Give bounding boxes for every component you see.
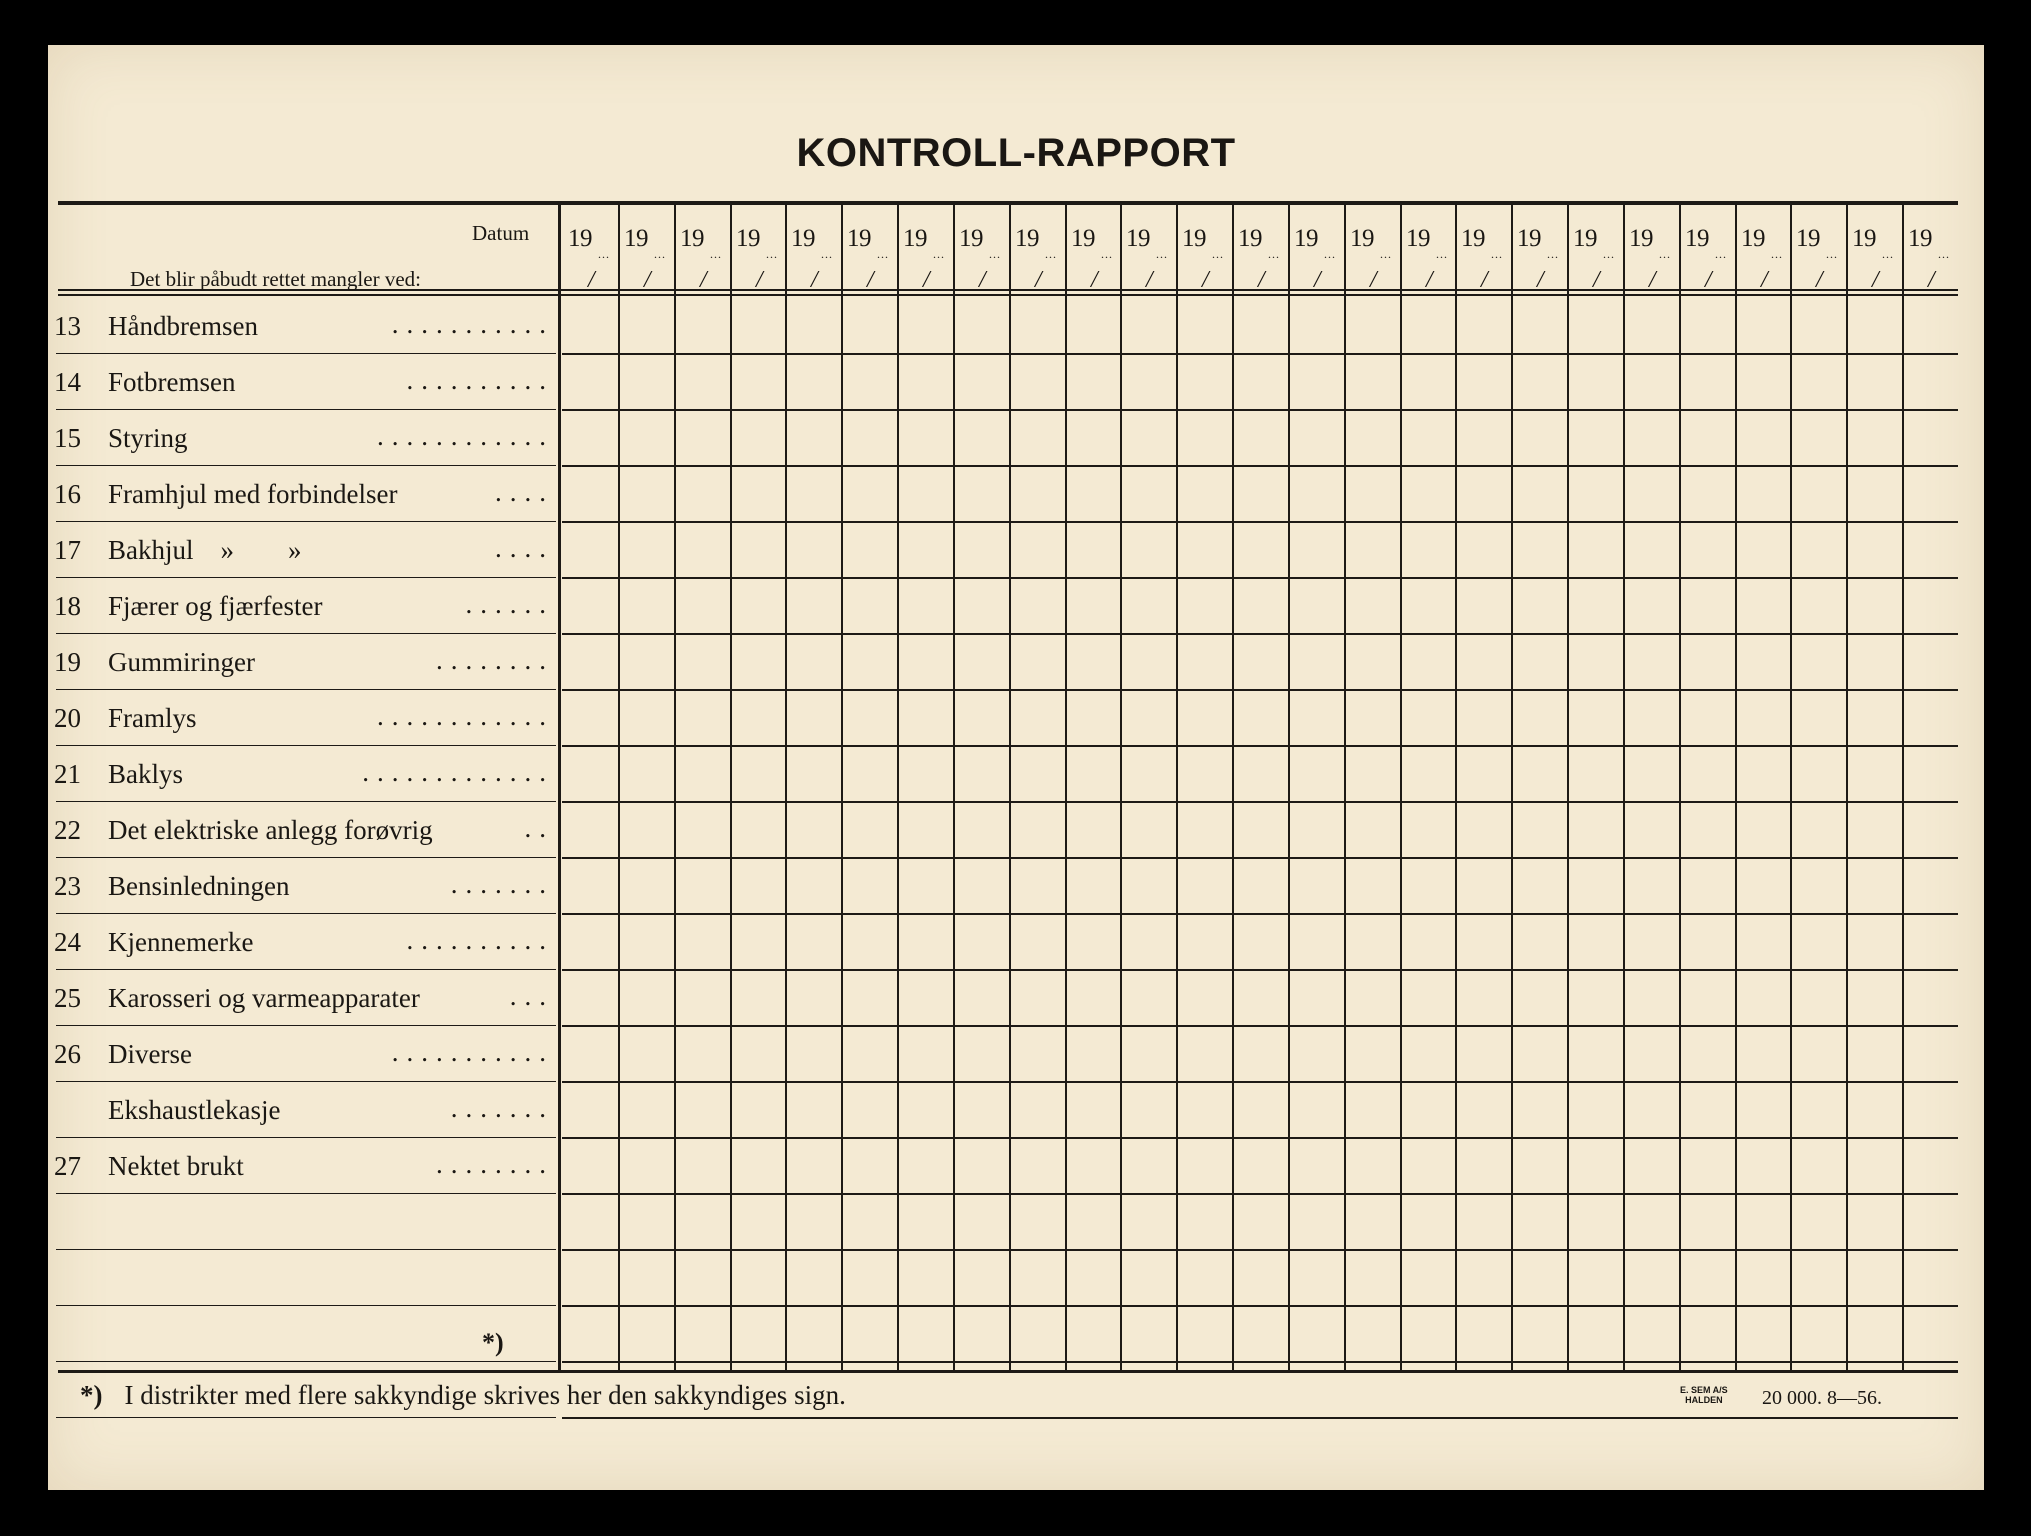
date-slash: / [1928, 267, 1935, 293]
date-slash: / [1091, 267, 1098, 293]
grid-row-line [562, 913, 1958, 915]
date-dots: ... [1268, 247, 1280, 261]
date-year-prefix: 19 [1015, 225, 1039, 252]
date-cell[interactable] [1623, 205, 1679, 293]
item-label: Kjennemerke [108, 927, 254, 957]
date-cell[interactable] [618, 205, 674, 293]
dot-leader: ............ [377, 421, 554, 451]
print-reference: 20 000. 8—56. [1762, 1387, 1882, 1409]
date-year-prefix: 19 [1852, 225, 1876, 252]
date-year-prefix: 19 [1517, 225, 1541, 252]
grid-row-line [562, 1193, 1958, 1195]
printer-name-line2: HALDEN [1685, 1395, 1723, 1405]
date-slash: / [1481, 267, 1488, 293]
grid-row-line [562, 577, 1958, 579]
checklist-row [54, 411, 554, 467]
checklist-row [54, 299, 554, 355]
date-slash: / [811, 267, 818, 293]
date-cell[interactable] [1065, 205, 1121, 293]
grid-row-line [562, 969, 1958, 971]
date-slash: / [923, 267, 930, 293]
date-dots: ... [1882, 247, 1894, 261]
grid-row-line [562, 857, 1958, 859]
item-number: 15 [54, 423, 81, 453]
item-label: Diverse [108, 1039, 192, 1069]
checklist-row [54, 1083, 554, 1139]
date-cell[interactable] [1902, 205, 1958, 293]
date-year-prefix: 19 [959, 225, 983, 252]
date-cell[interactable] [1735, 205, 1791, 293]
date-dots: ... [1826, 247, 1838, 261]
column-line [1009, 205, 1011, 1370]
label-divider [558, 205, 561, 1370]
date-year-prefix: 19 [1796, 225, 1820, 252]
column-line [730, 205, 732, 1370]
grid-row-line [562, 1361, 1958, 1363]
date-year-prefix: 19 [736, 225, 760, 252]
signature-mark: *) [482, 1328, 504, 1357]
date-year-prefix: 19 [1629, 225, 1653, 252]
date-cell[interactable] [1176, 205, 1232, 293]
checklist-row [54, 1139, 554, 1195]
item-label: Baklys [108, 759, 184, 789]
date-cell[interactable] [1009, 205, 1065, 293]
date-dots: ... [1659, 247, 1671, 261]
item-label: Framlys [108, 703, 197, 733]
date-dots: ... [1101, 247, 1113, 261]
column-line [1846, 205, 1848, 1370]
column-line [1735, 205, 1737, 1370]
item-label: Det elektriske anlegg forøvrig [108, 815, 433, 845]
date-dots: ... [1491, 247, 1503, 261]
date-slash: / [1258, 267, 1265, 293]
date-year-prefix: 19 [1685, 225, 1709, 252]
column-line [1400, 205, 1402, 1370]
date-year-prefix: 19 [1406, 225, 1430, 252]
date-cell[interactable] [1400, 205, 1456, 293]
grid-row-line [562, 689, 1958, 691]
item-label: Bensinledningen [108, 871, 290, 901]
dot-leader: ........... [391, 309, 554, 339]
form-title: KONTROLL-RAPPORT [796, 131, 1236, 175]
date-slash: / [1035, 267, 1042, 293]
date-dots: ... [1938, 247, 1950, 261]
date-year-prefix: 19 [1294, 225, 1318, 252]
date-cell[interactable] [1120, 205, 1176, 293]
date-year-prefix: 19 [624, 225, 648, 252]
checklist-row [54, 803, 554, 859]
date-year-prefix: 19 [847, 225, 871, 252]
footnote-text: I distrikter med flere sakkyndige skrives her den sakkyndiges sign. [124, 1380, 846, 1410]
date-dots: ... [598, 247, 610, 261]
date-year-prefix: 19 [1741, 225, 1765, 252]
date-year-prefix: 19 [1126, 225, 1150, 252]
checklist-row [54, 467, 554, 523]
date-slash: / [1761, 267, 1768, 293]
column-line [618, 205, 620, 1370]
dot-leader: ... [509, 981, 554, 1011]
printer-name [1680, 1385, 1728, 1405]
dot-leader: ........... [391, 1037, 554, 1067]
item-number: 17 [54, 535, 81, 565]
item-number: 22 [54, 815, 81, 845]
grid-row-line [562, 745, 1958, 747]
dot-leader: .......... [406, 925, 554, 955]
item-label: Styring [108, 423, 188, 453]
checklist-row [54, 747, 554, 803]
column-line [1232, 205, 1234, 1370]
date-year-prefix: 19 [1350, 225, 1374, 252]
date-slash: / [867, 267, 874, 293]
item-number: 20 [54, 703, 81, 733]
date-cell[interactable] [1288, 205, 1344, 293]
dot-leader: ............. [362, 757, 554, 787]
date-cell[interactable] [1679, 205, 1735, 293]
date-dots: ... [933, 247, 945, 261]
dot-leader: .. [524, 813, 554, 843]
date-dots: ... [1156, 247, 1168, 261]
checklist-row [54, 1027, 554, 1083]
item-number: 21 [54, 759, 81, 789]
grid-row-line [562, 1081, 1958, 1083]
bottom-rule [58, 1370, 1958, 1373]
item-number: 13 [54, 311, 81, 341]
date-year-prefix: 19 [791, 225, 815, 252]
date-slash: / [588, 267, 595, 293]
grid-row-line [562, 353, 1958, 355]
label-row-line [56, 1249, 556, 1250]
checklist-row [54, 859, 554, 915]
grid-row-line [562, 1137, 1958, 1139]
date-dots: ... [766, 247, 778, 261]
date-dots: ... [1547, 247, 1559, 261]
date-cell[interactable] [562, 205, 618, 293]
checklist-row [54, 971, 554, 1027]
date-year-prefix: 19 [1182, 225, 1206, 252]
item-label: Ekshaustlekasje [108, 1095, 281, 1125]
date-year-prefix: 19 [1071, 225, 1095, 252]
column-line [1344, 205, 1346, 1370]
date-dots: ... [1771, 247, 1783, 261]
dot-leader: .... [495, 477, 554, 507]
date-cell[interactable] [841, 205, 897, 293]
date-cell[interactable] [953, 205, 1009, 293]
date-slash: / [1816, 267, 1823, 293]
column-line [674, 205, 676, 1370]
dot-leader: ........ [436, 1149, 554, 1179]
item-number: 16 [54, 479, 81, 509]
date-slash: / [1426, 267, 1433, 293]
date-dots: ... [654, 247, 666, 261]
column-line [1065, 205, 1067, 1370]
date-year-prefix: 19 [1908, 225, 1932, 252]
date-cell[interactable] [1232, 205, 1288, 293]
item-number: 18 [54, 591, 81, 621]
date-slash: / [1314, 267, 1321, 293]
form-card [48, 45, 1984, 1490]
grid-row-line [562, 409, 1958, 411]
date-slash: / [1593, 267, 1600, 293]
item-label: Gummiringer [108, 647, 255, 677]
column-line [1790, 205, 1792, 1370]
date-slash: / [1370, 267, 1377, 293]
grid-row-line [562, 1025, 1958, 1027]
footnote-mark: *) [80, 1380, 103, 1410]
date-cell[interactable] [674, 205, 730, 293]
label-row-line [56, 1417, 556, 1418]
column-line [1567, 205, 1569, 1370]
item-label: Fjærer og fjærfester [108, 591, 323, 621]
date-dots: ... [710, 247, 722, 261]
date-slash: / [756, 267, 763, 293]
dot-leader: ...... [465, 589, 554, 619]
item-number: 23 [54, 871, 81, 901]
checklist-row [54, 691, 554, 747]
dot-leader: .......... [406, 365, 554, 395]
item-number: 24 [54, 927, 81, 957]
date-year-prefix: 19 [568, 225, 592, 252]
dot-leader: ............ [377, 701, 554, 731]
dot-leader: ....... [450, 869, 554, 899]
date-dots: ... [1212, 247, 1224, 261]
checklist-row [54, 579, 554, 635]
date-dots: ... [1603, 247, 1615, 261]
item-number: 25 [54, 983, 81, 1013]
item-label: Fotbremsen [108, 367, 236, 397]
date-slash: / [644, 267, 651, 293]
date-slash: / [979, 267, 986, 293]
column-line [1902, 205, 1904, 1370]
date-slash: / [1872, 267, 1879, 293]
dot-leader: .... [495, 533, 554, 563]
item-label: Nektet brukt [108, 1151, 244, 1181]
date-dots: ... [877, 247, 889, 261]
date-year-prefix: 19 [680, 225, 704, 252]
column-line [785, 205, 787, 1370]
checklist-row [54, 523, 554, 579]
grid-row-line [562, 521, 1958, 523]
date-year-prefix: 19 [1573, 225, 1597, 252]
date-slash: / [1202, 267, 1209, 293]
checklist-row [54, 635, 554, 691]
header-rule [58, 294, 1958, 296]
checklist-row [54, 355, 554, 411]
date-slash: / [1537, 267, 1544, 293]
item-number: 26 [54, 1039, 81, 1069]
date-cell[interactable] [1790, 205, 1846, 293]
date-year-prefix: 19 [903, 225, 927, 252]
printer-name-line1: E. SEM A/S [1680, 1385, 1728, 1395]
instruction-label: Det blir påbudt rettet mangler ved: [130, 267, 421, 291]
date-slash: / [1705, 267, 1712, 293]
label-row-line [56, 1305, 556, 1306]
date-year-prefix: 19 [1238, 225, 1262, 252]
date-dots: ... [1380, 247, 1392, 261]
grid-row-line [562, 633, 1958, 635]
label-row-line [56, 1361, 556, 1362]
column-line [1288, 205, 1290, 1370]
date-dots: ... [1715, 247, 1727, 261]
date-cell[interactable] [1344, 205, 1400, 293]
dot-leader: ........ [436, 645, 554, 675]
grid-row-line [562, 1417, 1958, 1419]
date-slash: / [700, 267, 707, 293]
column-line [897, 205, 899, 1370]
date-slash: / [1649, 267, 1656, 293]
date-year-prefix: 19 [1461, 225, 1485, 252]
footnote [80, 1380, 846, 1411]
date-dots: ... [821, 247, 833, 261]
column-line [953, 205, 955, 1370]
grid-row-line [562, 1305, 1958, 1307]
date-cell[interactable] [897, 205, 953, 293]
item-number: 19 [54, 647, 81, 677]
item-number: 27 [54, 1151, 81, 1181]
date-cell[interactable] [730, 205, 786, 293]
item-label: Bakhjul » » [108, 535, 302, 565]
date-cell[interactable] [1511, 205, 1567, 293]
date-cell[interactable] [1846, 205, 1902, 293]
item-number: 14 [54, 367, 81, 397]
date-cell[interactable] [785, 205, 841, 293]
item-label: Karosseri og varmeapparater [108, 983, 420, 1013]
column-line [841, 205, 843, 1370]
grid-row-line [562, 465, 1958, 467]
datum-label: Datum [472, 221, 530, 245]
grid-row-line [562, 1249, 1958, 1251]
column-line [1120, 205, 1122, 1370]
column-line [1455, 205, 1457, 1370]
column-line [1511, 205, 1513, 1370]
date-cell[interactable] [1455, 205, 1511, 293]
date-dots: ... [989, 247, 1001, 261]
item-label: Framhjul med forbindelser [108, 479, 398, 509]
date-slash: / [1146, 267, 1153, 293]
item-label: Håndbremsen [108, 311, 258, 341]
column-line [1679, 205, 1681, 1370]
column-line [1623, 205, 1625, 1370]
date-dots: ... [1045, 247, 1057, 261]
dot-leader: ....... [450, 1093, 554, 1123]
checklist-row [54, 915, 554, 971]
date-dots: ... [1436, 247, 1448, 261]
grid-row-line [562, 801, 1958, 803]
date-dots: ... [1324, 247, 1336, 261]
column-line [1176, 205, 1178, 1370]
date-cell[interactable] [1567, 205, 1623, 293]
